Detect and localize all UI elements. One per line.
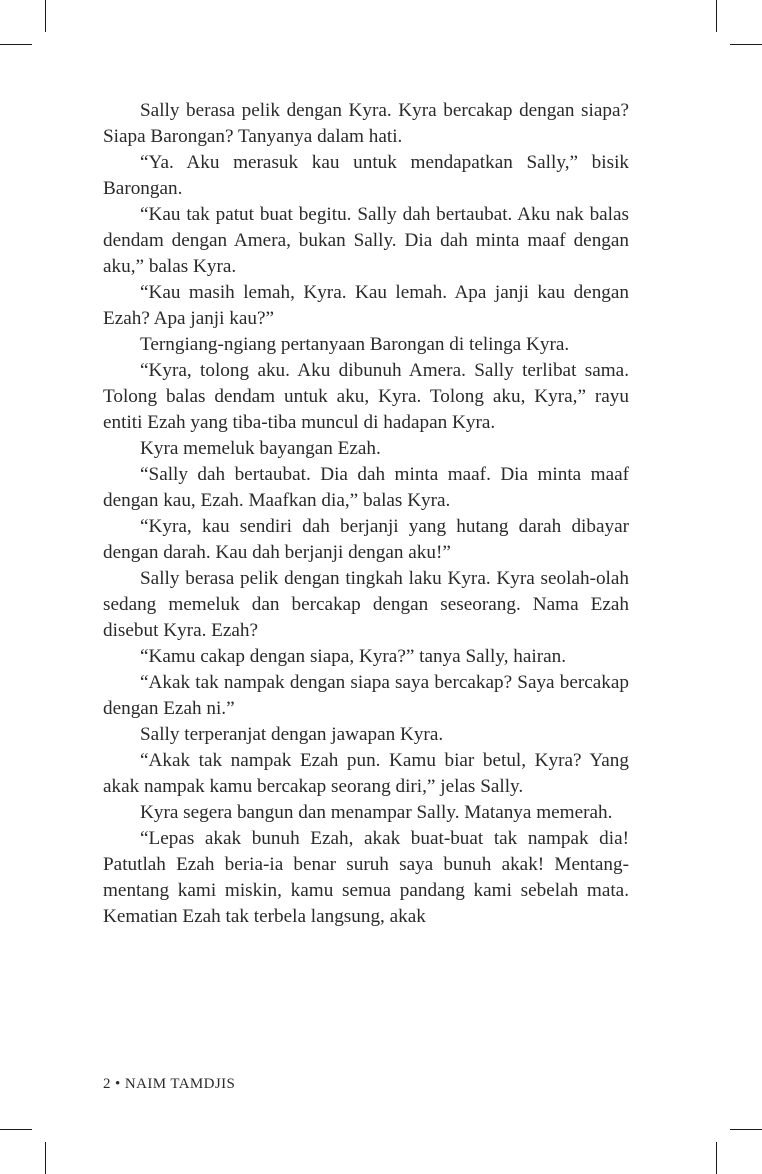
paragraph: “Kyra, kau sendiri dah berjanji yang hutang darah dibayar dengan darah. Kau dah berjanji dengan aku!” xyxy=(103,516,629,563)
paragraph: Terngiang-ngiang pertanyaan Barongan di telinga Kyra. xyxy=(140,334,570,355)
paragraph: “Kamu cakap dengan siapa, Kyra?” tanya Sally, hairan. xyxy=(140,646,567,667)
paragraph: “Lepas akak bunuh Ezah, akak buat-buat tak nampak dia! Patutlah Ezah beria-ia benar suruh saya bunuh akak! Mentang-mentang kami miskin, kamu semua pandang kami sebelah mata. Kematian Ezah tak terbela langsung, akak xyxy=(103,828,629,927)
crop-mark-bottom-right-horizontal xyxy=(730,1129,762,1130)
crop-mark-top-left-vertical xyxy=(45,0,46,32)
paragraph: Kyra memeluk bayangan Ezah. xyxy=(140,438,381,459)
paragraph: “Kyra, tolong aku. Aku dibunuh Amera. Sally terlibat sama. Tolong balas dendam untuk aku, Kyra. Tolong aku, Kyra,” rayu entiti Ezah yang tiba-tiba muncul di hadapan Kyra. xyxy=(103,360,629,433)
body-text xyxy=(103,98,629,930)
paragraph: “Sally dah bertaubat. Dia dah minta maaf. Dia minta maaf dengan kau, Ezah. Maafkan dia,” balas Kyra. xyxy=(103,464,629,511)
paragraph: “Kau tak patut buat begitu. Sally dah bertaubat. Aku nak balas dendam dengan Amera, bukan Sally. Dia dah minta maaf dengan aku,” balas Kyra. xyxy=(103,204,629,277)
paragraph: Sally terperanjat dengan jawapan Kyra. xyxy=(140,724,444,745)
paragraph: “Akak tak nampak Ezah pun. Kamu biar betul, Kyra? Yang akak nampak kamu bercakap seorang diri,” jelas Sally. xyxy=(103,750,629,797)
paragraph: “Kau masih lemah, Kyra. Kau lemah. Apa janji kau dengan Ezah? Apa janji kau?” xyxy=(103,282,629,329)
crop-mark-bottom-left-horizontal xyxy=(0,1129,32,1130)
paragraph: “Ya. Aku merasuk kau untuk mendapatkan Sally,” bisik Barongan. xyxy=(103,152,629,199)
crop-mark-top-left-horizontal xyxy=(0,44,32,45)
crop-mark-bottom-left-vertical xyxy=(45,1142,46,1174)
crop-mark-top-right-vertical xyxy=(716,0,717,32)
paragraph: “Akak tak nampak dengan siapa saya bercakap? Saya bercakap dengan Ezah ni.” xyxy=(103,672,629,719)
paragraph: Kyra segera bangun dan menampar Sally. Matanya memerah. xyxy=(140,802,613,823)
crop-mark-bottom-right-vertical xyxy=(716,1142,717,1174)
paragraph: Sally berasa pelik dengan Kyra. Kyra bercakap dengan siapa? Siapa Barongan? Tanyanya dalam hati. xyxy=(103,100,629,147)
crop-mark-top-right-horizontal xyxy=(730,44,762,45)
paragraph: Sally berasa pelik dengan tingkah laku Kyra. Kyra seolah-olah sedang memeluk dan bercakap dengan seseorang. Nama Ezah disebut Kyra. Ezah? xyxy=(103,568,629,641)
page-footer: 2 • NAIM TAMDJIS xyxy=(103,1076,236,1092)
